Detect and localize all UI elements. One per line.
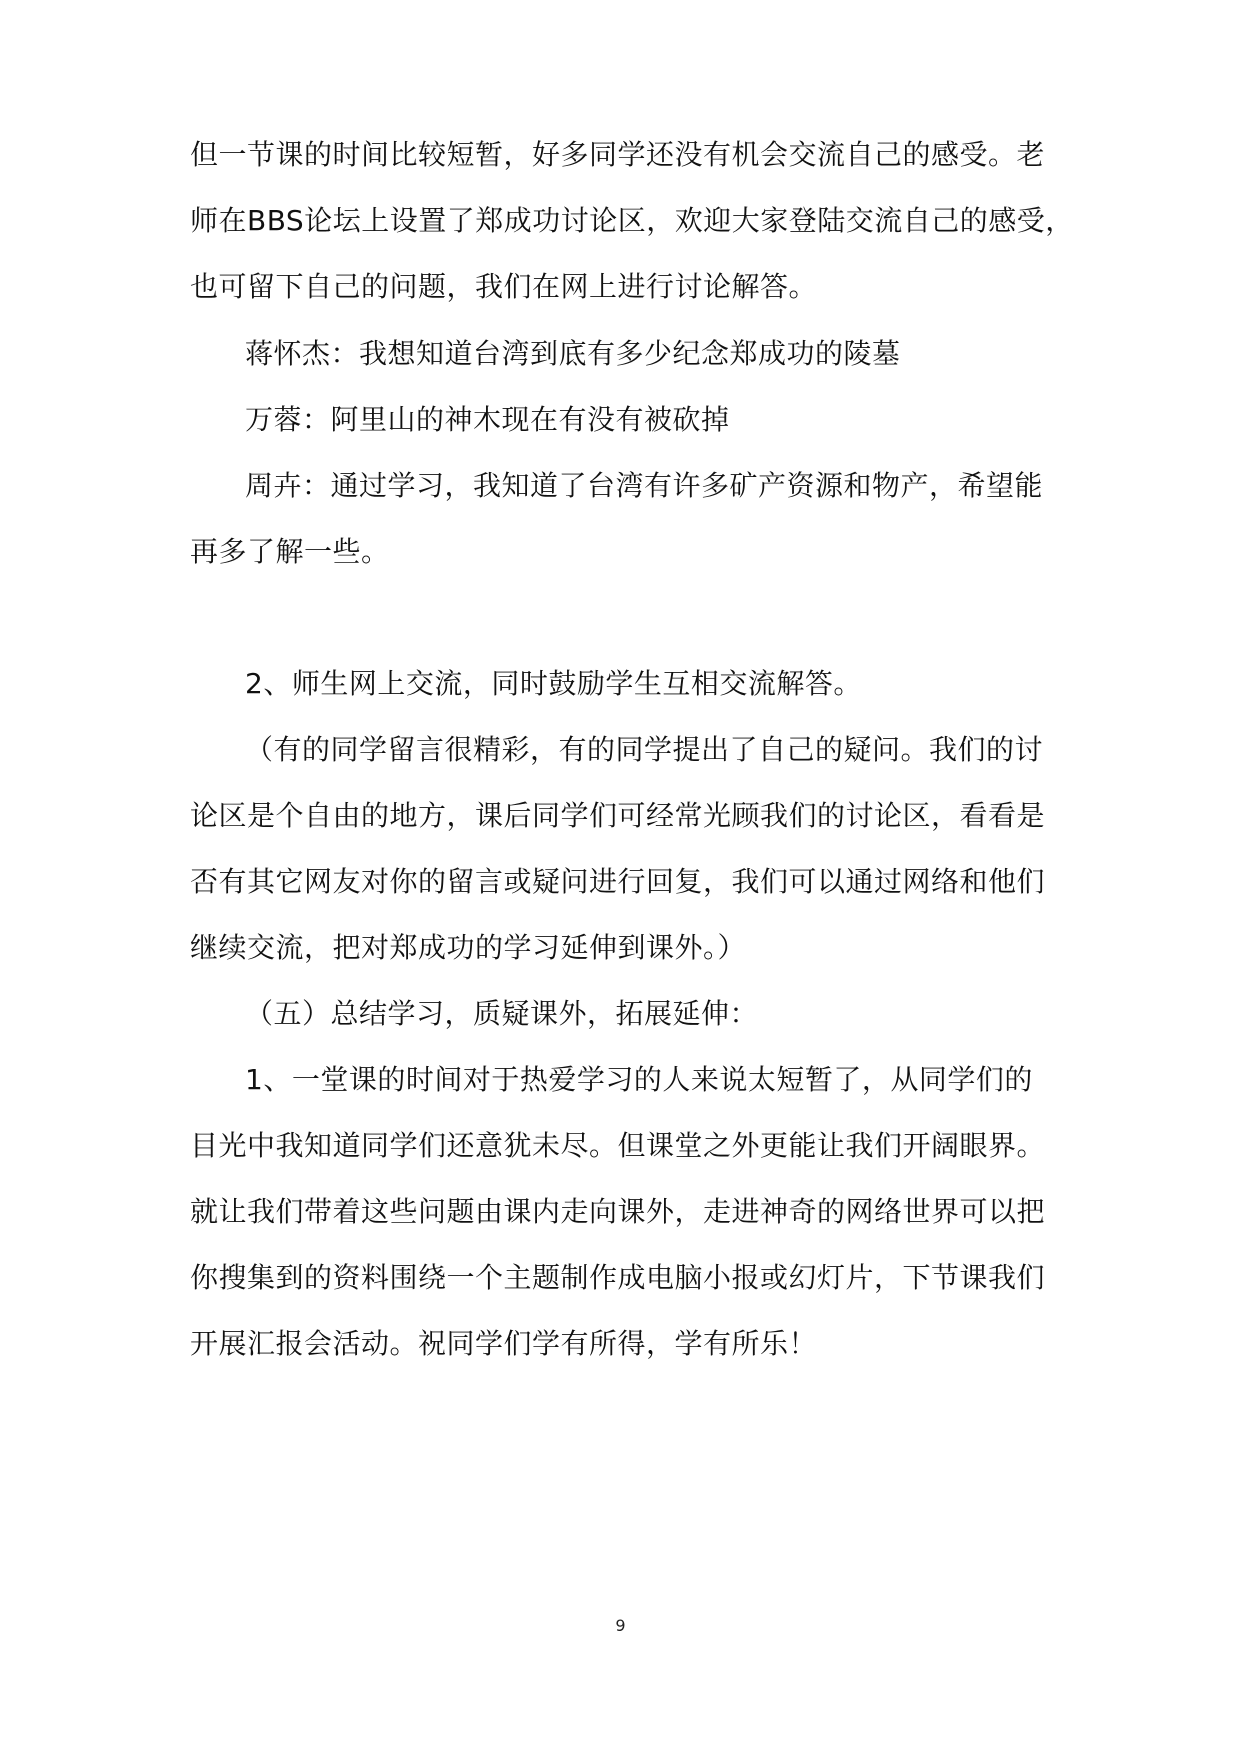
paragraph-line: 目光中我知道同学们还意犹未尽。但课堂之外更能让我们开阔眼界。: [190, 1129, 1046, 1162]
comment-line: 周卉：通过学习，我知道了台湾有许多矿产资源和物产，希望能: [245, 469, 1044, 502]
paragraph-line: 继续交流，把对郑成功的学习延伸到课外。）: [190, 931, 747, 964]
paragraph-line: 开展汇报会活动。祝同学们学有所得，学有所乐！: [190, 1327, 818, 1360]
paragraph-line: 就让我们带着这些问题由课内走向课外，走进神奇的网络世界可以把: [190, 1195, 1046, 1228]
paragraph-line: （有的同学留言很精彩，有的同学提出了自己的疑问。我们的讨: [245, 733, 1044, 766]
paragraph-line: 师在BBS论坛上设置了郑成功讨论区，欢迎大家登陆交流自己的感受，: [190, 204, 1074, 237]
page-number: 9: [615, 1616, 626, 1635]
paragraph-line: 否有其它网友对你的留言或疑问进行回复，我们可以通过网络和他们: [190, 865, 1046, 898]
paragraph-line: 再多了解一些。: [190, 535, 390, 568]
paragraph-line: 但一节课的时间比较短暂，好多同学还没有机会交流自己的感受。老: [190, 138, 1046, 171]
step-heading: 1、一堂课的时间对于热爱学习的人来说太短暂了，从同学们的: [245, 1063, 1033, 1096]
paragraph-line: 论区是个自由的地方，课后同学们可经常光顾我们的讨论区，看看是: [190, 799, 1046, 832]
paragraph-line: 也可留下自己的问题，我们在网上进行讨论解答。: [190, 270, 818, 303]
comment-line: 万蓉：阿里山的神木现在有没有被砍掉: [245, 403, 730, 436]
step-heading: 2、师生网上交流，同时鼓励学生互相交流解答。: [245, 667, 862, 700]
comment-line: 蒋怀杰：我想知道台湾到底有多少纪念郑成功的陵墓: [245, 337, 901, 370]
paragraph-line: 你搜集到的资料围绕一个主题制作成电脑小报或幻灯片，下节课我们: [190, 1261, 1046, 1294]
section-heading: （五）总结学习，质疑课外，拓展延伸：: [245, 997, 759, 1030]
